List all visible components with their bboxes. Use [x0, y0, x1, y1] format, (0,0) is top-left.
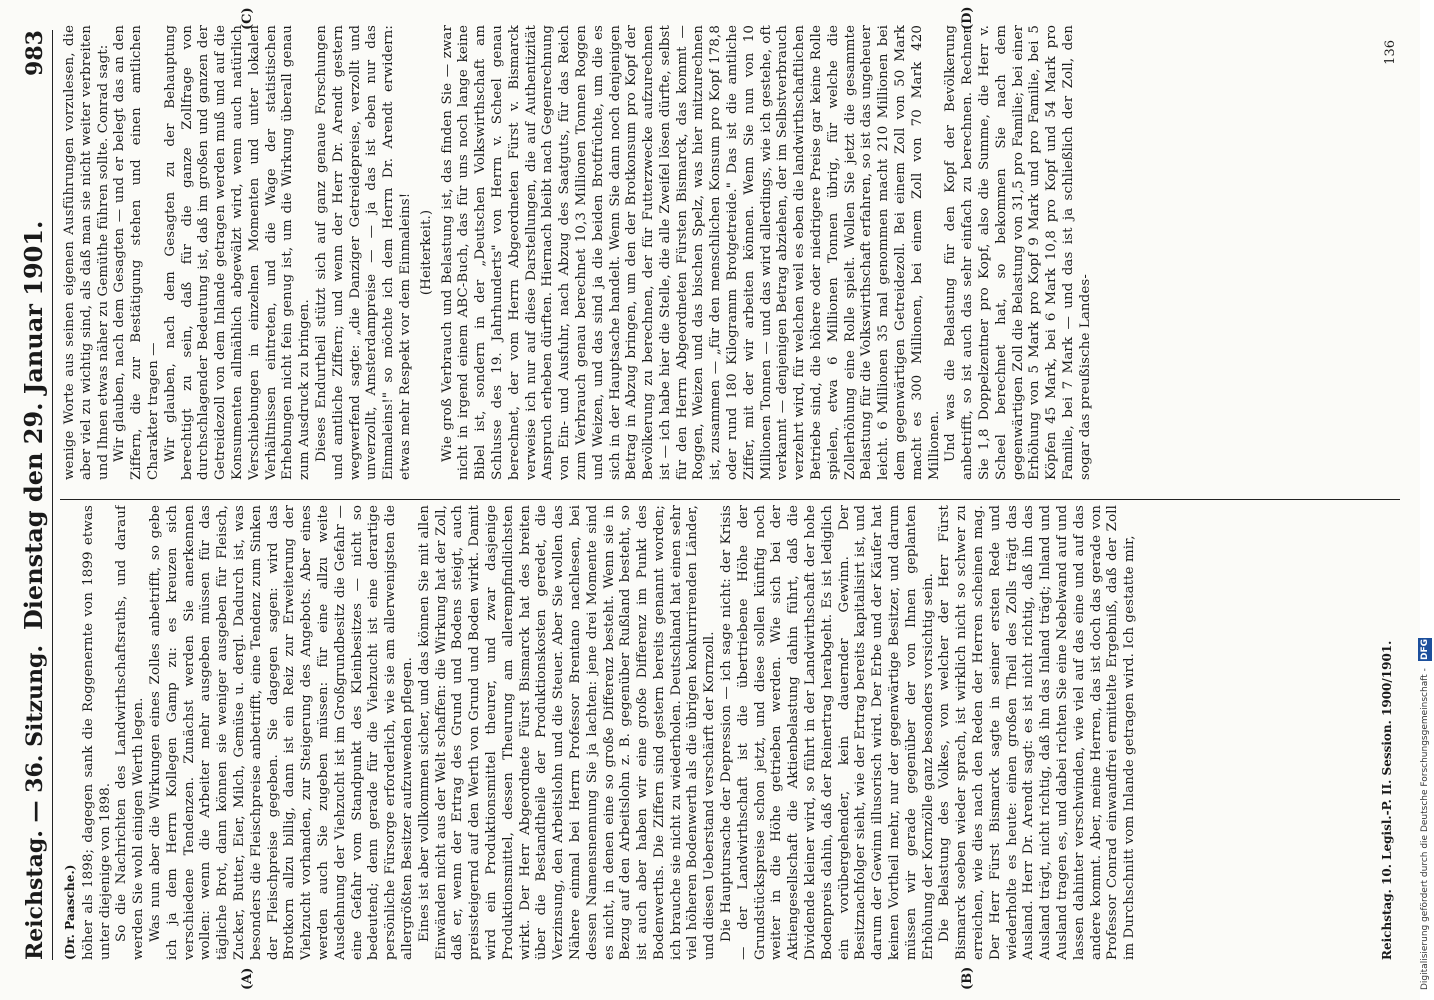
- quote-paragraph: Wir glauben, nach dem Gesagten zu der Behauptung berechtigt zu sein, daß für die ganze Zollfrage von durchschlagender Bedeutung ist, daß im großen und ganzen der Getreidezoll von dem Inlande getragen werden muß und auf die Konsumenten allmählich abgewälzt wird, wenn auch natürlich Verschiebungen in einzelnen Momenten und unter lokalen Verhältnissen eintreten, und die Wage der statistischen Erhebungen nicht fein genug ist, um die Wirkung überall genau zum Ausdruck zu bringen.: [162, 25, 313, 480]
- paragraph: Und was die Belastung für den Kopf der Bevölkerung anbetrifft, so ist auch das sehr einfach zu berechnen. Rechnen Sie 1,8 Doppelzentner pro Kopf, also die Summe, die Herr v. Scheel berechnet hat, so bekommen Sie nach dem gegenwärtigen Zoll die Belastung von 31,5 pro Familie; bei einer Erhöhung von 5 Mark pro Kopf 9 Mark und pro Familie, bei 5 Köpfen 45 Mark, bei 6 Mark 10,8 pro Kopf und 54 Mark pro Familie, bei 7 Mark — und das ist ja schließlich der Zoll, den sogar das preußische Landes-: [943, 25, 1093, 480]
- paragraph: höher als 1898; dagegen sank die Roggenernte von 1899 etwas unter diejenige von 1898.: [80, 505, 113, 960]
- paragraph: Die Hauptursache der Depression — ich sage nicht: der Krisis — der Landwirthschaft ist die übertriebene Höhe der Grundstückspreise schon jetzt, und diese sollen künftig noch weiter in die Höhe getrieben werden. Wie sich bei der Aktiengesellschaft die Aktienbelastung dahin führt, daß die Dividende kleiner wird, so führt in der Landwirthschaft der hohe Bodenpreis dahin, daß der Reinertrag herabgeht. Es ist lediglich ein vorübergehender, kein dauernder Gewinn. Der Besitznachfolger sieht, wie der Ertrag bereits kapitalisirt ist, und darum der Gewinn illusorisch wird. Der Erbe und der Käufer hat keinen Vortheil mehr, nur der gegenwärtige Besitzer, und darum müssen wir gerade gegenüber der von Ihnen geplanten Erhöhung der Kornzölle ganz besonders vorsichtig sein.: [719, 505, 936, 960]
- page-number: 983: [22, 30, 48, 76]
- quote-paragraph: Wir glauben, nach dem Gesagten — und er belegt das an den Ziffern, die zur Bestätigung stehen und einen amtlichen Charakter tragen —: [112, 25, 161, 480]
- left-text-column: [62, 505, 1380, 960]
- speaker-name: (Dr. Paasche.): [63, 864, 77, 960]
- column-divider: [60, 499, 1400, 500]
- paragraph: Was nun aber die Wirkungen eines Zolles anbetrifft, so gebe ich ja dem Herrn Kollegen Gamp zu: es kreuzen sich verschiedene Tendenzen. Zunächst werden Sie anerkennen wollen: wenn die Arbeiter mehr ausgeben müssen für das tägliche Brot, dann können sie weniger ausgeben für Fleisch, Zucker, Butter, Eier, Milch, Gemüse u. dergl. Dadurch ist, was besonders die Fleischpreise anbetrifft, eine Tendenz zum Sinken der Fleischpreise gegeben. Sie dagegen sagen: wird das Brotkorn allzu billig, dann ist ein Reiz zur Erweiterung der Viehzucht vorhanden, zur Steigerung des Angebots. Aber eines werden auch Sie zugeben müssen: für eine allzu weite Ausdehnung der Viehzucht ist im Großgrundbesitz die Gefahr — eine Gefahr vom Standpunkt des Kleinbesitzes — nicht so bedeutend; denn gerade für die Viehzucht ist eine derartige persönliche Fürsorge erforderlich, wie sie am allerwenigsten die allergrößten Besitzer aufzuwenden pflegen.: [147, 505, 415, 960]
- paragraph: Dieses Endurtheil stützt sich auf ganz genaue Forschungen und amtliche Ziffern; und wenn der Herr Dr. Arendt gestern wegwerfend sagte: „die Danziger Getreidepreise, verzollt und unverzollt, Amsterdampreise — — ja das ist eben nur das Einmaleins!" so möchte ich dem Herrn Dr. Arendt erwidern: etwas mehr Respekt vor dem Einmaleins!: [313, 25, 413, 480]
- dfg-logo: DFG: [1420, 639, 1430, 661]
- digitization-text: Digitalisierung gefördert durch die Deutsche Forschungsgemeinschaft -: [1420, 668, 1430, 990]
- digitization-note: [1418, 10, 1432, 990]
- paragraph: Die Belastung des Volkes, von welcher der Herr Fürst Bismarck soeben wieder sprach, ist wirklich nicht so schwer zu erreichen, wie dies nach den Reden der Herren scheinen mag. Der Herr Fürst Bismarck sagte in seiner ersten Rede und wiederholte es heute: einen großen Theil des Zolls trägt das Ausland. Herr Dr. Arendt sagt: es ist nicht richtig, daß ihn das Ausland trägt, nicht richtig, daß ihn das Inland trägt; Inland und Ausland tragen es, und dabei richten Sie eine Nebelwand auf und lassen dahinter verschwinden, wie viel auf das eine und auf das andere kommt. Aber, meine Herren, das ist doch das gerade von Professor Conrad einwandfrei ermittelte Ergebniß, daß der Zoll im Durchschnitt vom Inlande getragen wird. Ich gestatte mir,: [937, 505, 1138, 960]
- right-text-column: [62, 25, 1380, 480]
- margin-marker-d: (D): [960, 6, 975, 30]
- footer-sheet-number: 136: [1383, 40, 1398, 65]
- paragraph: wenige Worte aus seinen eigenen Ausführungen vorzulesen, die aber viel zu wichtig sind, als daß man sie nicht weiter verbreiten und Ihnen etwas näher zu Gemüthe führen sollte. Conrad sagt:: [62, 25, 111, 480]
- margin-marker-c: (C): [240, 7, 255, 30]
- page-header: [18, 30, 53, 960]
- paragraph: So die Nachrichten des Landwirthschaftsraths, und darauf werden Sie wohl einigen Werth legen.: [114, 505, 147, 960]
- margin-marker-a: (A): [240, 967, 255, 990]
- paragraph: Eines ist aber vollkommen sicher, und das können Sie mit allen Einwänden nicht aus der Welt schaffen: die Wirkung hat der Zoll, daß er, wenn der Ertrag des Grund und Bodens steigt, auch preissteigernd auf den Werth von Grund und Boden wirkt. Damit wird ein Produktionsmittel theurer, und zwar dasjenige Produktionsmittel, dessen Theurung am allerempfindlichsten wirkt. Der Herr Abgeordnete Fürst Bismarck hat des breiten über die Bestandtheile der Produktionskosten geredet, die Verzinsung, den Arbeitslohn und die Steuer. Aber Sie wollen das Nähere einmal bei Herrn Professor Brentano nachlesen, bei dessen Namensnennung Sie ja lachten: jene drei Momente sind es nicht, in denen eine so große Differenz besteht. Wenn sie in Bezug auf den Arbeitslohn z. B. gegenüber Rußland besteht, so ist auch aber haben wir eine große Differenz im Punkt des Bodenwerths. Die Ziffern sind gestern bereits genannt worden; ich brauche sie nicht zu wiederholen. Deutschland hat einen sehr viel höheren Bodenwerth als die übrigen konkurrirenden Länder, und diesen Ueberstand verschärft der Kornzoll.: [416, 505, 718, 960]
- header-session: Reichstag. — 36. Sitzung.: [22, 644, 48, 960]
- header-date: Dienstag den 29. Januar 1901.: [19, 220, 48, 630]
- paragraph: Wie groß Verbrauch und Belastung ist, das finden Sie — zwar nicht in irgend einem ABC-Buch, das für uns noch lange keine Bibel ist, sondern in der „Deutschen Volkswirthschaft am Schlusse des 19. Jahrhunderts" von Herrn v. Scheel genau berechnet, der vom Herrn Abgeordneten Fürst v. Bismarck verweise ich nur auf diese Darstellungen, die auf Authentizität Anspruch erheben dürften. Hiernach bleibt nach Gegenrechnung von Ein- und Ausfuhr, nach Abzug des Saatguts, für das Reich zum Verbrauch genau berechnet 10,3 Millionen Tonnen Roggen und Weizen, und das sind ja die beiden Brotfrüchte, um die es sich in der Hauptsache handelt. Wenn Sie dann noch denjenigen Betrag in Abzug bringen, um den der Brotkonsum pro Kopf der Bevölkerung zu berechnen, der für Futterzwecke aufzurechnen ist — ich habe hier die Stelle, die alle Zweifel lösen dürfte, selbst für den Herrn Abgeordneten Fürsten Bismarck, das kommt — Roggen, Weizen und das bischen Spelz, was hier mitzurechnen ist, zusammen — „für den menschlichen Konsum pro Kopf 178,8 oder rund 180 Kilogramm Brotgetreide." Das ist die amtliche Ziffer, mit der wir arbeiten können. Wenn Sie nun von 10 Millionen Tonnen — und das wird allerdings, wie ich gestehe, oft verkannt — denjenigen Betrag abziehen, der im Selbstverbrauch verzehrt wird, für welchen weil es eben die landwirthschaftlichen Betriebe sind, die höhere oder niedrigere Preise gar keine Rolle spielen, etwa 6 Millionen Tonnen übrig, für welche die Zollerhöhung eine Rolle spielt. Wollen Sie jetzt die gesammte Belastung für die Volkswirthschaft erfahren, so ist das ungeheuer leicht. 6 Millionen 35 mal genommen macht 210 Millionen bei dem gegenwärtigen Getreidezoll. Bei einem Zoll von 50 Mark macht es 300 Millionen, bei einem Zoll von 70 Mark 420 Millionen.: [439, 25, 942, 480]
- footer-session-info: Reichstag. 10. Legisl.-P. II. Session. 1900/1901.: [1380, 640, 1394, 960]
- margin-marker-b: (B): [960, 966, 975, 990]
- interjection: (Heiterkeit.): [418, 209, 434, 296]
